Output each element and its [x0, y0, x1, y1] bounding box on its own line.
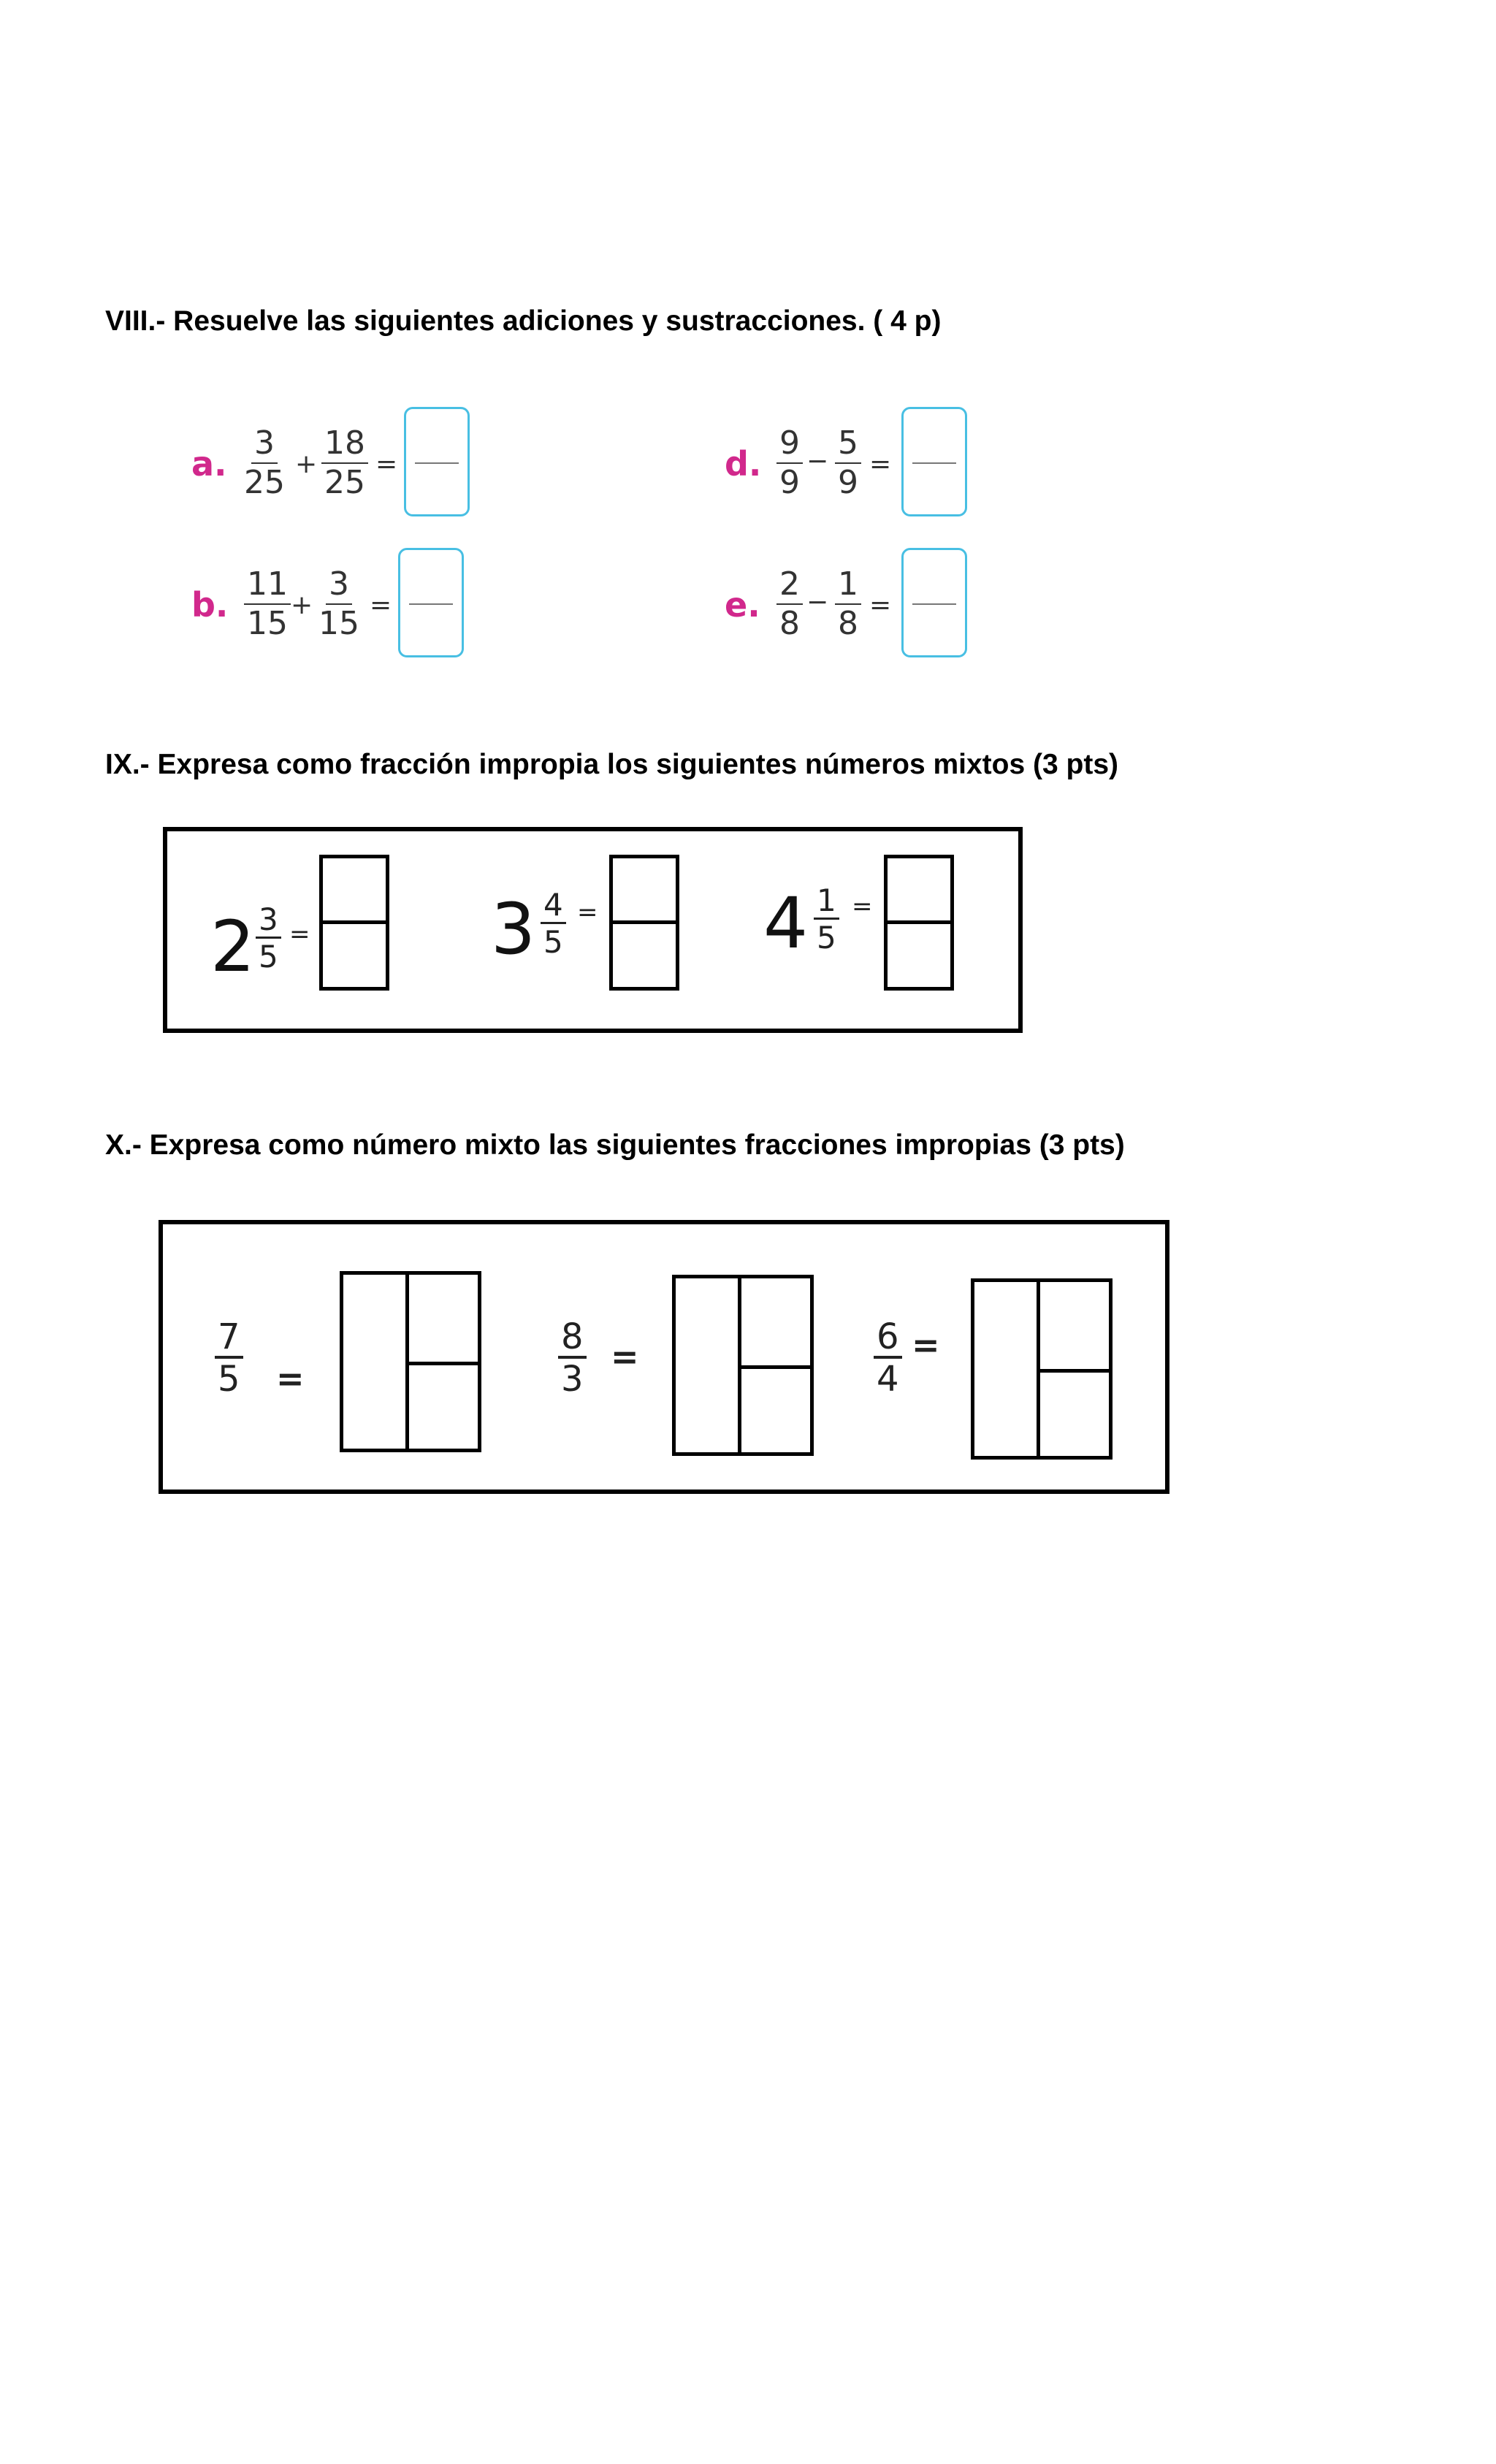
- item-e-fraction-1: [776, 565, 803, 642]
- mixed-fraction-part: [814, 882, 839, 956]
- numerator: 6: [874, 1319, 902, 1359]
- equals-sign: =: [289, 920, 310, 949]
- numerator: 2: [776, 568, 803, 605]
- plus-sign: +: [291, 590, 313, 620]
- numerator: 9: [776, 427, 803, 464]
- item-b-fraction-2: [318, 565, 359, 642]
- item-e-answer-box[interactable]: [901, 548, 967, 657]
- equals-sign: =: [852, 892, 873, 921]
- item-b-fraction-1: [244, 565, 291, 642]
- numerator: 1: [835, 568, 861, 605]
- improper-fraction: [558, 1316, 587, 1400]
- denominator: 25: [244, 464, 285, 501]
- equals-sign: =: [869, 590, 892, 620]
- denominator: 5: [218, 1359, 240, 1400]
- item-e-letter: e.: [725, 585, 760, 625]
- improper-fraction-answer-box[interactable]: [319, 855, 389, 991]
- numerator: 18: [321, 427, 368, 464]
- denominator: 5: [543, 924, 563, 960]
- mixed-fraction-part: [541, 887, 566, 960]
- numerator: 1: [814, 885, 839, 920]
- equals-sign: =: [912, 1325, 940, 1365]
- equals-sign: =: [577, 898, 598, 927]
- minus-sign: −: [806, 587, 829, 617]
- numerator: 8: [558, 1319, 587, 1359]
- mixed-number-answer-box[interactable]: [971, 1278, 1113, 1460]
- improper-fraction: [215, 1316, 243, 1400]
- mixed-number-answer-box[interactable]: [340, 1271, 481, 1452]
- equals-sign: =: [869, 449, 892, 479]
- item-a-fraction-1: [244, 424, 285, 501]
- denominator: 9: [779, 464, 800, 501]
- minus-sign: −: [806, 446, 829, 476]
- denominator: 25: [324, 464, 365, 501]
- whole-number: 4: [763, 882, 809, 964]
- item-d-letter: d.: [725, 444, 762, 484]
- item-d-fraction-2: [835, 424, 861, 501]
- improper-fraction-answer-box[interactable]: [884, 855, 954, 991]
- numerator: 5: [835, 427, 861, 464]
- item-b-answer-box[interactable]: [398, 548, 464, 657]
- numerator: 3: [256, 904, 281, 939]
- numerator: 3: [326, 568, 352, 605]
- denominator: 8: [779, 605, 800, 642]
- whole-number: 3: [491, 888, 536, 970]
- denominator: 8: [838, 605, 858, 642]
- item-d-answer-box[interactable]: [901, 407, 967, 516]
- item-a-answer-box[interactable]: [404, 407, 470, 516]
- numerator: 7: [215, 1319, 243, 1359]
- improper-fraction-answer-box[interactable]: [609, 855, 679, 991]
- mixed-number-answer-box[interactable]: [672, 1275, 814, 1456]
- equals-sign: =: [276, 1359, 305, 1398]
- item-a-fraction-2: [321, 424, 368, 501]
- equals-sign: =: [375, 449, 398, 479]
- plus-sign: +: [295, 449, 318, 479]
- section-ix-title: IX.- Expresa como fracción impropia los siguientes números mixtos (3 pts): [105, 749, 1119, 780]
- item-b-letter: b.: [191, 585, 229, 625]
- whole-number: 2: [210, 906, 256, 988]
- section-x-title: X.- Expresa como número mixto las siguientes fracciones impropias (3 pts): [105, 1129, 1125, 1161]
- numerator: 3: [251, 427, 278, 464]
- denominator: 5: [817, 920, 836, 956]
- denominator: 4: [877, 1359, 899, 1400]
- item-d-fraction-1: [776, 424, 803, 501]
- section-viii-title: VIII.- Resuelve las siguientes adiciones y sustracciones. ( 4 p): [105, 305, 942, 337]
- denominator: 15: [318, 605, 359, 642]
- improper-fraction: [874, 1316, 902, 1400]
- denominator: 5: [259, 939, 278, 974]
- item-a-letter: a.: [191, 444, 227, 484]
- numerator: 4: [541, 890, 566, 924]
- mixed-fraction-part: [256, 901, 281, 974]
- denominator: 9: [838, 464, 858, 501]
- denominator: 15: [247, 605, 288, 642]
- equals-sign: =: [370, 590, 392, 620]
- denominator: 3: [561, 1359, 584, 1400]
- equals-sign: =: [611, 1337, 639, 1376]
- item-e-fraction-2: [835, 565, 861, 642]
- numerator: 11: [244, 568, 291, 605]
